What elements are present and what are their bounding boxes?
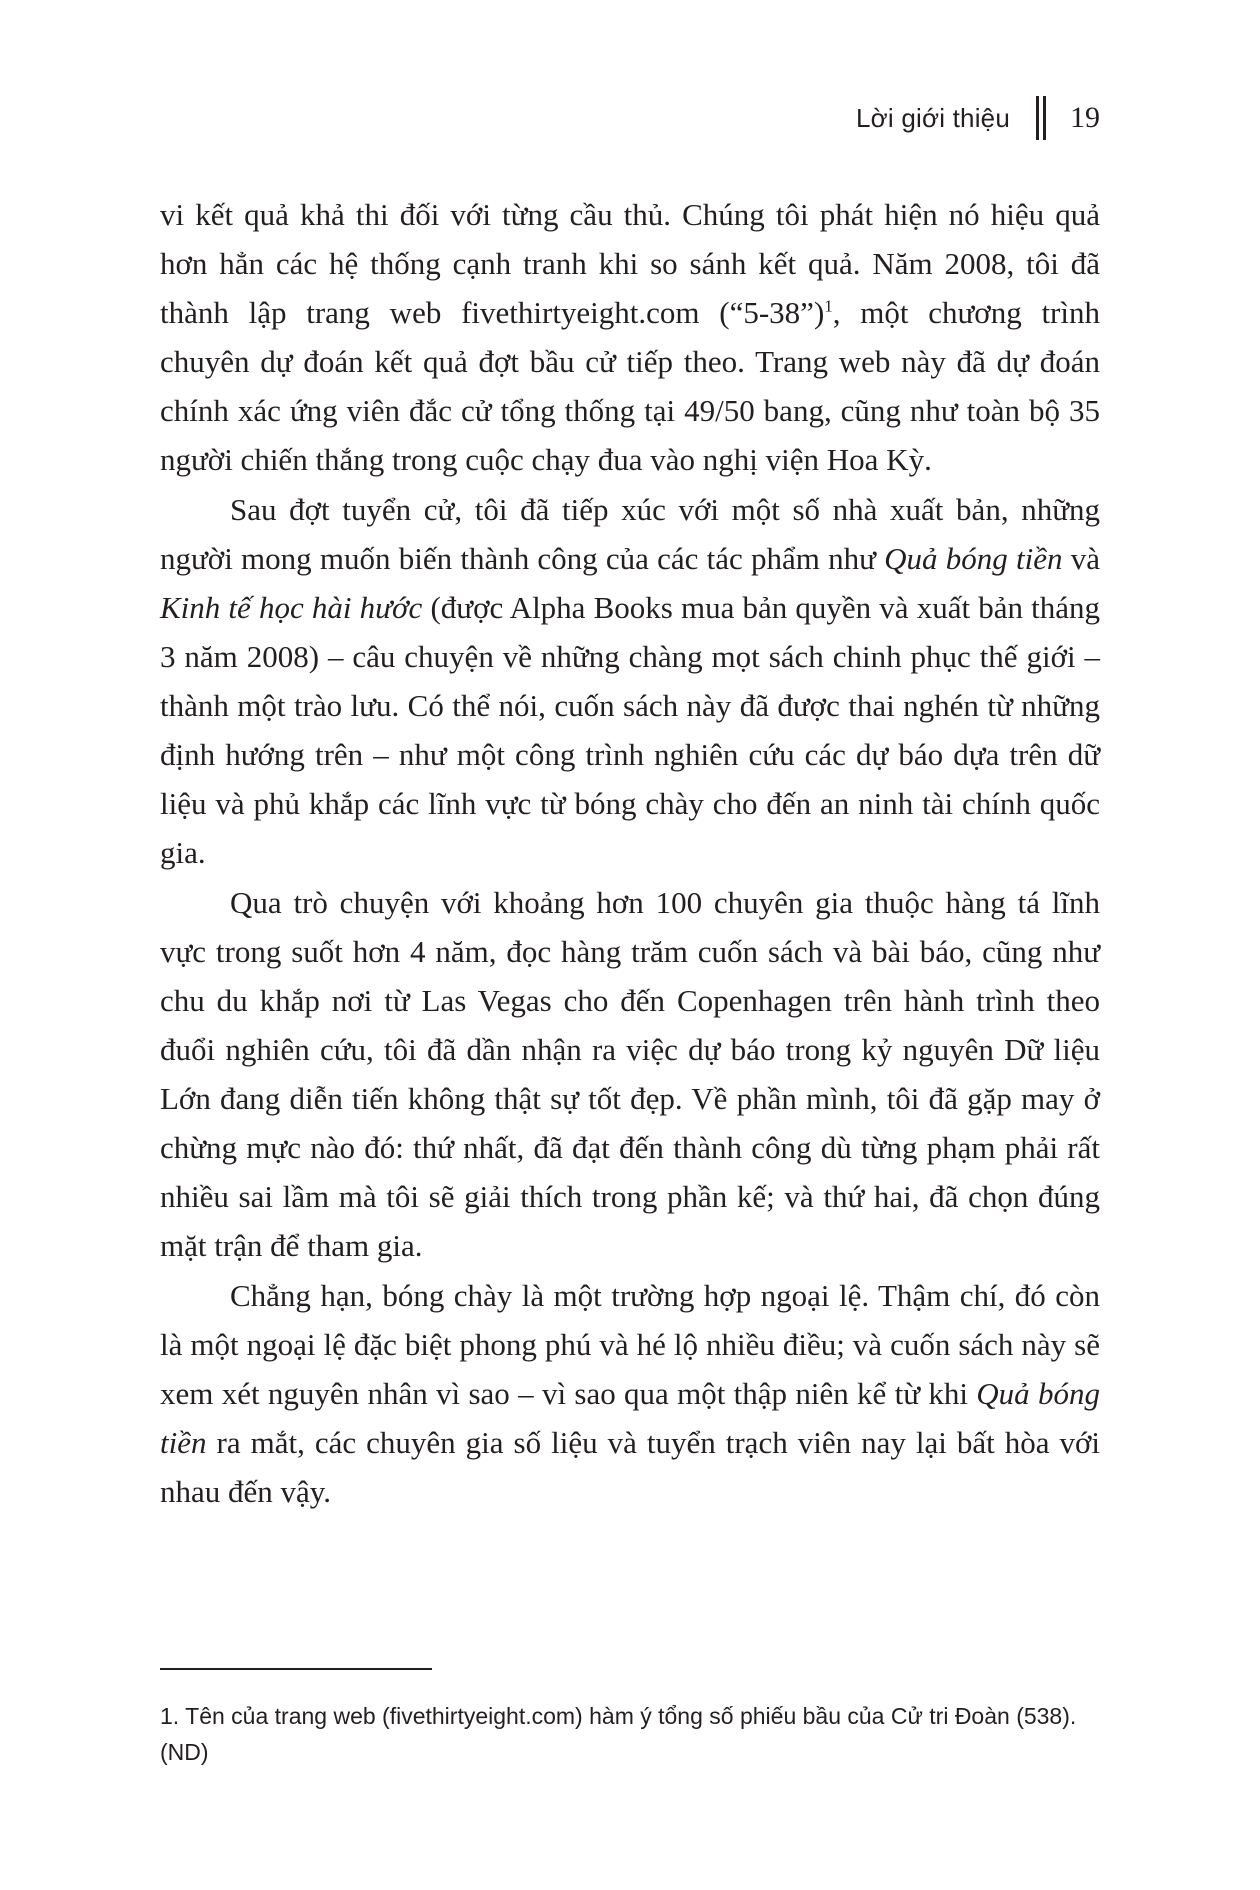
running-header (856, 96, 1100, 140)
paragraph (160, 485, 1100, 877)
book-title: Kinh tế học hài hước (160, 590, 423, 625)
body-text (160, 190, 1100, 1517)
text-run: Qua trò chuyện với khoảng hơn 100 chuyên gia thuộc hàng tá lĩnh vực trong suốt hơn 4 năm, đọc hàng trăm cuốn sách và bài báo, cũng như chu du khắp nơi từ Las Vegas cho đến Copenhagen trên hành trình theo đuổi nghiên cứu, tôi đã dần nhận ra việc dự báo trong kỷ nguyên Dữ liệu Lớn đang diễn tiến không thật sự tốt đẹp. Về phần mình, tôi đã gặp may ở chừng mực nào đó: thứ nhất, đã đạt đến thành công dù từng phạm phải rất nhiều sai lầm mà tôi sẽ giải thích trong phần kế; và thứ hai, đã chọn đúng mặt trận để tham gia. (160, 885, 1100, 1263)
footnote-ref: 1 (824, 296, 833, 316)
footnote-divider (160, 1668, 432, 1670)
book-title: Quả bóng tiền (160, 1376, 1101, 1460)
footnote: 1. Tên của trang web (fivethirtyeight.com) hàm ý tổng số phiếu bầu của Cử tri Đoàn (538). (ND) (160, 1703, 1077, 1765)
book-title: Quả bóng tiền (884, 541, 1063, 576)
paragraph (160, 190, 1100, 484)
chapter-title: Lời giới thiệu (856, 102, 1010, 133)
text-run: Sau đợt tuyển cử, tôi đã tiếp xúc với một số nhà xuất bản, những người mong muốn biến thành công của các tác phẩm như (160, 492, 1100, 576)
paragraph (160, 1271, 1100, 1516)
text-run: Chẳng hạn, bóng chày là một trường hợp ngoại lệ. Thậm chí, đó còn là một ngoại lệ đặc biệt phong phú và hé lộ nhiều điều; và cuốn sách này sẽ xem xét nguyên nhân vì sao – vì sao qua một thập niên kể từ khi (160, 1278, 1100, 1411)
page-number: 19 (1070, 101, 1100, 134)
text-run: (được Alpha Books mua bản quyền và xuất bản tháng 3 năm 2008) – câu chuyện về những chàng mọt sách chinh phục thế giới – thành một trào lưu. Có thể nói, cuốn sách này đã được thai nghén từ những định hướng trên – như một công trình nghiên cứu các dự báo dựa trên dữ liệu và phủ khắp các lĩnh vực từ bóng chày cho đến an ninh tài chính quốc gia. (160, 590, 1100, 870)
text-run: và (1062, 541, 1101, 576)
text-run: ra mắt, các chuyên gia số liệu và tuyển trạch viên nay lại bất hòa với nhau đến vậy. (160, 1425, 1100, 1509)
header-separator-bars (1036, 96, 1046, 140)
text-run: , một chương trình chuyên dự đoán kết quả đợt bầu cử tiếp theo. Trang web này đã dự đoán chính xác ứng viên đắc cử tổng thống tại 49/50 bang, cũng như toàn bộ 35 người chiến thắng trong cuộc chạy đua vào nghị viện Hoa Kỳ. (160, 295, 1100, 477)
paragraph (160, 878, 1100, 1270)
text-run: vi kết quả khả thi đối với từng cầu thủ. Chúng tôi phát hiện nó hiệu quả hơn hẳn các hệ thống cạnh tranh khi so sánh kết quả. Năm 2008, tôi đã thành lập trang web fivethirtyeight.com (“5-38”) (160, 197, 1100, 330)
